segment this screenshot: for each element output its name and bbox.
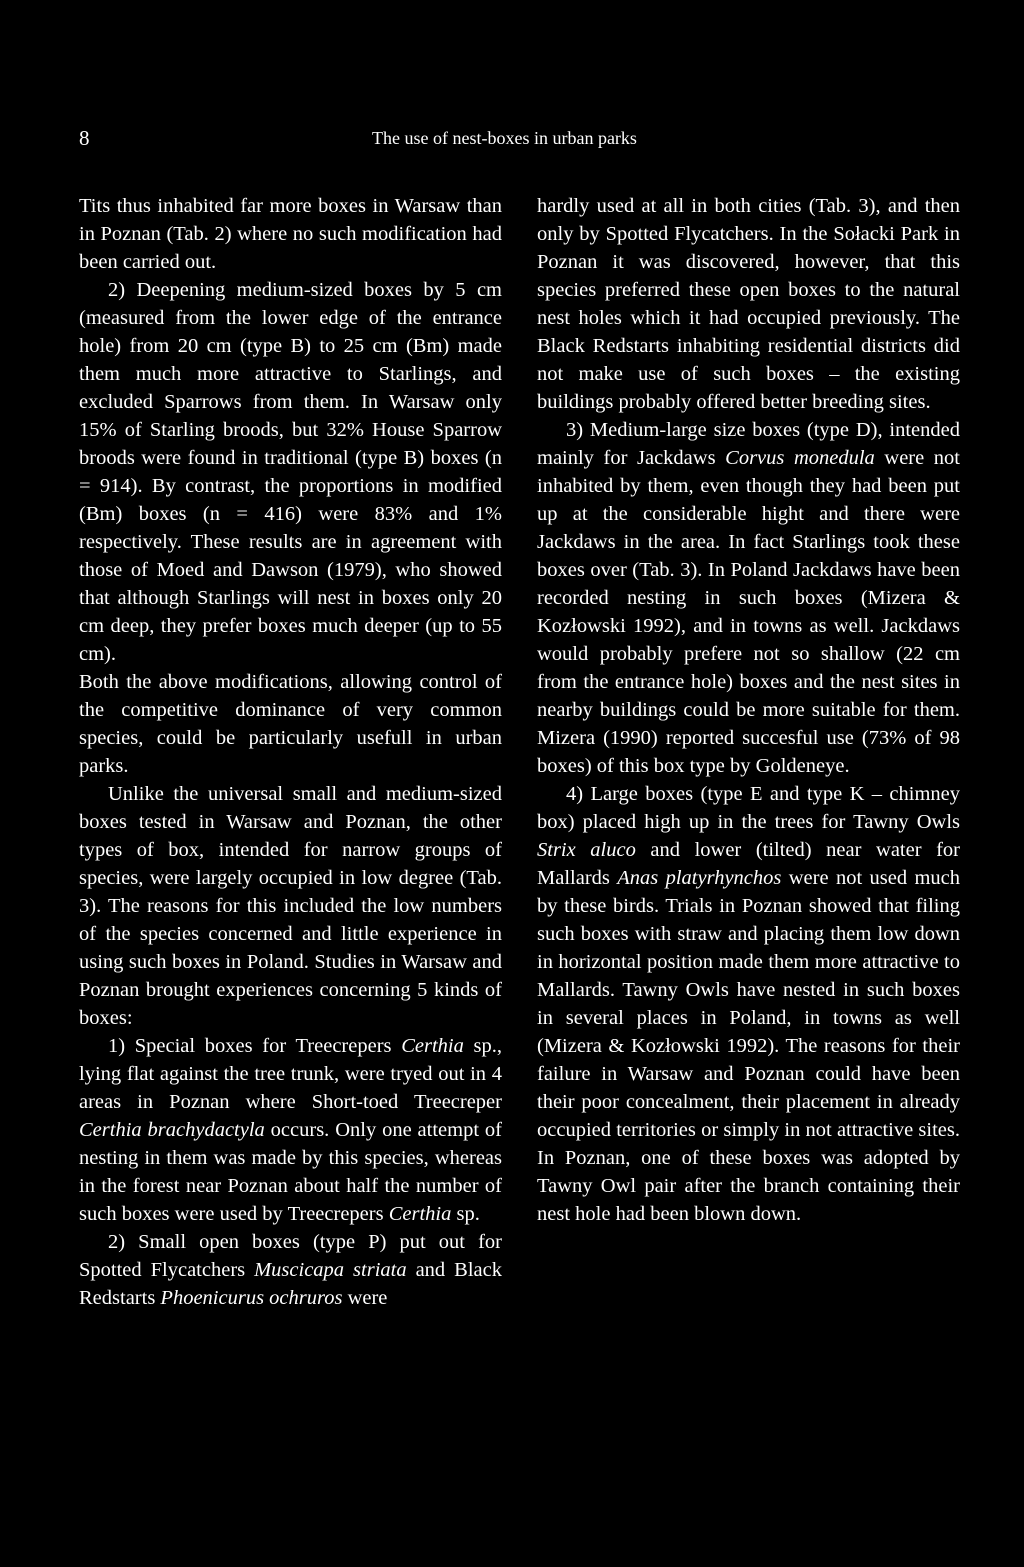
species-name: Certhia <box>388 1203 452 1225</box>
running-title: The use of nest-boxes in urban parks <box>372 128 637 148</box>
species-name: Muscicapa striata <box>254 1259 407 1281</box>
paragraph-large-boxes: 4) Large boxes (type E and type K – chimney box) placed high up in the trees for Tawny Owls Strix aluco and lower (tilted) near water for Mallards Anas platyrhynchos were not used much by these birds. Trials in Poznan showed that filing such boxes with straw and placing them low down in horizontal position made them more attractive to Mallards. Tawny Owls have nested in such boxes in several places in Poland, in towns as well (Mizera & Kozłowski 1992). The reasons for their failure in Warsaw and Poznan could have been their poor concealment, their placement in already occupied territories or simply in not attractive sites. In Poznan, one of these boxes was adopted by Tawny Owl pair after the branch containing their nest hole had been blown down. <box>537 783 961 1225</box>
paragraph-open-boxes: 2) Small open boxes (type P) put out for Spotted Flycatchers Muscicapa striata and Black Redstarts Phoenicurus ochruros were <box>79 1231 502 1309</box>
species-name: Certhia brachydactyla <box>79 1119 265 1141</box>
paragraph-jackdaw-boxes: 3) Medium-large size boxes (type D), intended mainly for Jackdaws Corvus monedula were not inhabited by them, even though they had been put up at the considerable hight and there were Jackdaws in the area. In fact Starlings took these boxes over (Tab. 3). In Poland Jackdaws have been recorded nesting in such boxes (Mizera & Kozłowski 1992), and in towns as well. Jackdaws would probably prefere not so shallow (22 cm from the entrance hole) boxes and the nest sites in nearby buildings could be more suitable for them. Mizera (1990) reported succesful use (73% of 98 boxes) of this box type by Goldeneye. <box>537 419 960 777</box>
paragraph-other-box-types: Unlike the universal small and medium-sized boxes tested in Warsaw and Poznan, the other types of box, intended for narrow groups of species, were largely occupied in low degree (Tab. 3). The reasons for this included the low numbers of the species concerned and little experience in using such boxes in Poland. Studies in Warsaw and Poznan brought experiences concerning 5 kinds of boxes: <box>79 783 502 1029</box>
species-name: Corvus monedula <box>725 447 875 469</box>
species-name: Strix aluco <box>537 839 636 861</box>
paragraph-open-boxes-continued: hardly used at all in both cities (Tab. 3), and then only by Spotted Flycatchers. In the Sołacki Park in Poznan it was discovered, however, that this species preferred these open boxes to the natural nest holes which it had occupied previously. The Black Redstarts inhabiting residential districts did not make use of such boxes – the existing buildings probably offered better breeding sites. <box>537 195 960 413</box>
paragraph-tits-conclusion: Tits thus inhabited far more boxes in Warsaw than in Poznan (Tab. 2) where no such modification had been carried out. <box>79 195 502 273</box>
species-name: Certhia <box>401 1035 464 1057</box>
species-name: Phoenicurus ochruros <box>160 1287 343 1309</box>
right-column <box>537 192 960 1228</box>
species-name: Anas platyrhynchos <box>617 867 782 889</box>
left-column <box>79 192 502 1312</box>
paragraph-treecreeper-boxes: 1) Special boxes for Treecrepers Certhia sp., lying flat against the tree trunk, were tryed out in 4 areas in Poznan where Short-toed Treecreper Certhia brachydactyla occurs. Only one attempt of nesting in them was made by this species, whereas in the forest near Poznan about half the number of such boxes were used by Treecrepers Certhia sp. <box>79 1035 503 1225</box>
page-number: 8 <box>79 126 90 150</box>
paragraph-deepening-boxes: 2) Deepening medium-sized boxes by 5 cm (measured from the lower edge of the entrance hole) from 20 cm (type B) to 25 cm (Bm) made them much more attractive to Starlings, and excluded Sparrows from them. In Warsaw only 15% of Starling broods, but 32% House Sparrow broods were found in traditional (type B) boxes (n = 914). By contrast, the proportions in modified (Bm) boxes (n = 416) were 83% and 1% respectively. These results are in agreement with those of Moed and Dawson (1979), who showed that although Starlings will nest in boxes only 20 cm deep, they prefer boxes much deeper (up to 55 cm). <box>79 279 502 665</box>
paragraph-modifications-summary: Both the above modifications, allowing control of the competitive dominance of very common species, could be particularly usefull in urban parks. <box>79 671 502 777</box>
